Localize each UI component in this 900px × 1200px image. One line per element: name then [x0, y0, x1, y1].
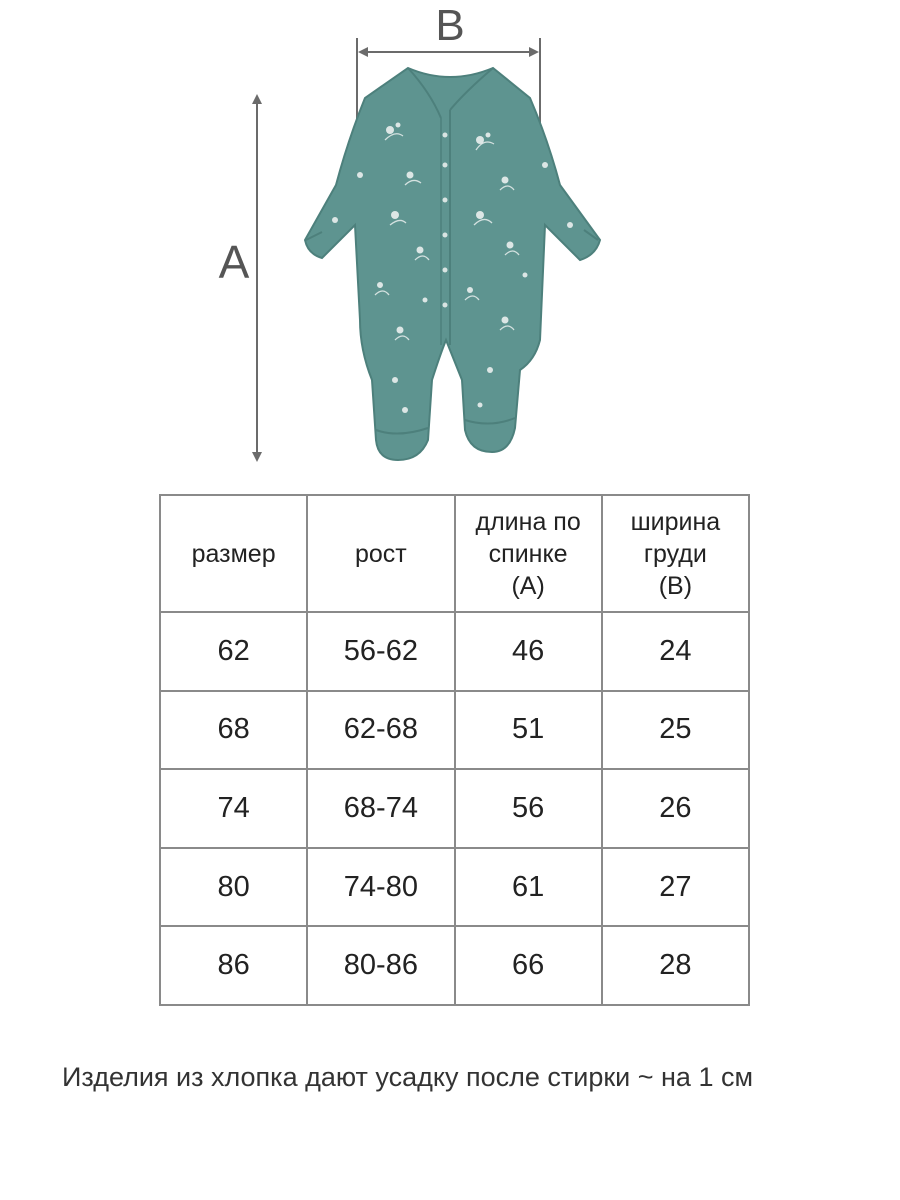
size-table: [159, 494, 750, 1006]
table-row: [160, 848, 749, 927]
table-row: [160, 926, 749, 1005]
cell-chest-width: 25: [602, 691, 749, 770]
cell-chest-width: 27: [602, 848, 749, 927]
cell-height: 56-62: [307, 612, 454, 691]
cell-size: 74: [160, 769, 307, 848]
cell-height: 68-74: [307, 769, 454, 848]
shrinkage-note: Изделия из хлопка дают усадку после стирки ~ на 1 см: [62, 1062, 754, 1092]
table-row: [160, 769, 749, 848]
table-header-row: [160, 495, 749, 612]
cell-height: 74-80: [307, 848, 454, 927]
cell-chest-width: 24: [602, 612, 749, 691]
measurement-diagram: [0, 0, 900, 480]
table-row: [160, 612, 749, 691]
cell-size: 86: [160, 926, 307, 1005]
cell-chest-width: 28: [602, 926, 749, 1005]
cell-back-length: 56: [455, 769, 602, 848]
header-size: размер: [160, 495, 307, 612]
cell-back-length: 51: [455, 691, 602, 770]
header-back-length: длина по спинке (А): [455, 495, 602, 612]
cell-back-length: 46: [455, 612, 602, 691]
romper-image: [305, 68, 600, 460]
label-a: A: [218, 236, 250, 288]
cell-height: 62-68: [307, 691, 454, 770]
label-b: B: [435, 1, 465, 50]
cell-size: 80: [160, 848, 307, 927]
header-height: рост: [307, 495, 454, 612]
cell-chest-width: 26: [602, 769, 749, 848]
cell-back-length: 66: [455, 926, 602, 1005]
cell-height: 80-86: [307, 926, 454, 1005]
cell-size: 62: [160, 612, 307, 691]
cell-back-length: 61: [455, 848, 602, 927]
cell-size: 68: [160, 691, 307, 770]
height-arrow: [252, 94, 262, 462]
header-chest-width: ширина груди (В): [602, 495, 749, 612]
table-row: [160, 691, 749, 770]
